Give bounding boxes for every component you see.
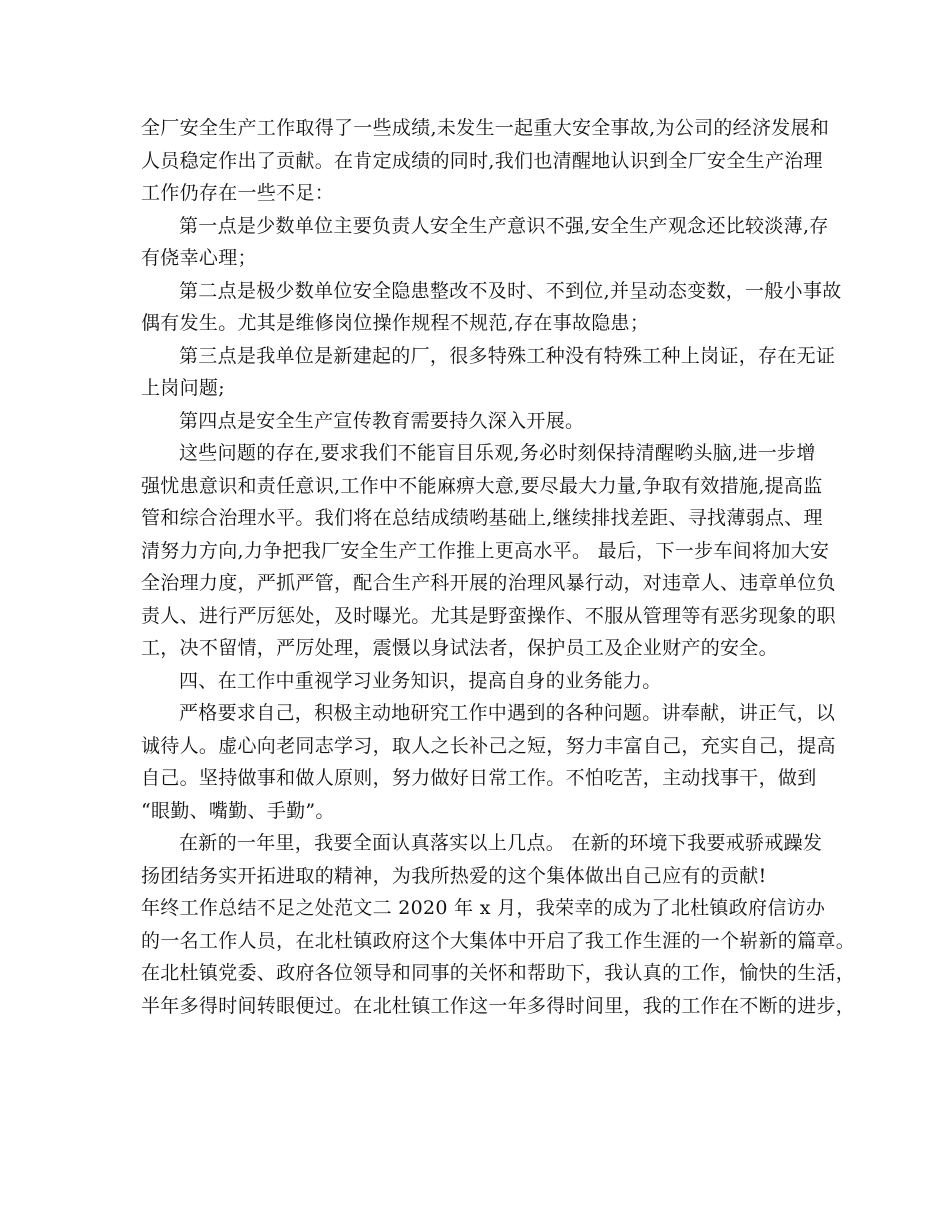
text-line: 扬团结务实开拓进取的精神，为我所热爱的这个集体做出自己应有的贡献! [141,864,767,887]
text-line: “眼勤、嘴勤、手勤”。 [141,799,335,822]
text-line: 强忧患意识和责任意识,工作中不能麻痹大意,要尽最大力量,争取有效措施,提高监 [141,474,823,497]
text-line: 第三点是我单位是新建起的厂，很多特殊工种没有特殊工种上岗证，存在无证 [179,344,836,367]
text-line: 有侥幸心理； [141,247,257,269]
text-line: 偶有发生。尤其是维修岗位操作规程不规范,存在事故隐患； [141,312,650,334]
text-line: 自己。坚持做事和做人原则，努力做好日常工作。不怕吃苦，主动找事干，做到 [141,767,817,789]
text-line: 诚待人。虚心向老同志学习，取人之长补己之短，努力丰富自己，充实自己，提高 [141,734,836,757]
text-line: 全治理力度，严抓严管，配合生产科开展的治理风暴行动，对违章人、违章单位负 [141,572,836,594]
text-line: 在北杜镇党委、政府各位领导和同事的关怀和帮助下，我认真的工作，愉快的生活， [141,962,856,984]
text-line: 半年多得时间转眼便过。在北杜镇工作这一年多得时间里，我的工作在不断的进步， [141,994,856,1017]
text-line: 在新的一年里，我要全面认真落实以上几点。 在新的环境下我要戒骄戒躁发 [179,832,823,854]
text-line: 第一点是少数单位主要负责人安全生产意识不强,安全生产观念还比较淡薄,存 [179,214,829,237]
text-line: 清努力方向,力争把我厂安全生产工作推上更高水平。 最后，下一步车间将加大安 [141,539,830,562]
text-line: 工作仍存在一些不足： [141,182,335,204]
text-line: 严格要求自己，积极主动地研究工作中遇到的各种问题。讲奉献，讲正气，以 [179,702,836,724]
text-line: 工，决不留情，严厉处理，震慑以身试法者，保护员工及企业财产的安全。 [141,637,778,659]
text-line: 人员稳定作出了贡献。在肯定成绩的同时,我们也清醒地认识到全厂安全生产治理 [141,149,823,172]
text-line: 的一名工作人员，在北杜镇政府这个大集体中开启了我工作生涯的一个崭新的篇章。 [141,929,856,952]
text-line: 年终工作总结不足之处范文二 2020 年 x 月，我荣幸的成为了北杜镇政府信访办 [141,897,826,919]
text-line: 全厂安全生产工作取得了一些成绩,未发生一起重大安全事故,为公司的经济发展和 [141,117,830,139]
text-line: 四、在工作中重视学习业务知识，提高自身的业务能力。 [179,669,662,692]
text-line: 第二点是极少数单位安全隐患整改不及时、不到位,并呈动态变数，一般小事故 [179,279,842,302]
document-body [141,112,856,1022]
text-line: 第四点是安全生产宣传教育需要持久深入开展。 [179,409,585,432]
text-line: 上岗问题; [141,377,225,399]
text-line: 这些问题的存在,要求我们不能盲目乐观,务必时刻保持清醒哟头脑,进一步增 [179,442,816,464]
text-line: 管和综合治理水平。我们将在总结成绩哟基础上,继续排找差距、寻找薄弱点、理 [141,507,823,529]
text-line: 责人、进行严厉惩处，及时曝光。尤其是野蛮操作、不服从管理等有恶劣现象的职 [141,604,836,627]
